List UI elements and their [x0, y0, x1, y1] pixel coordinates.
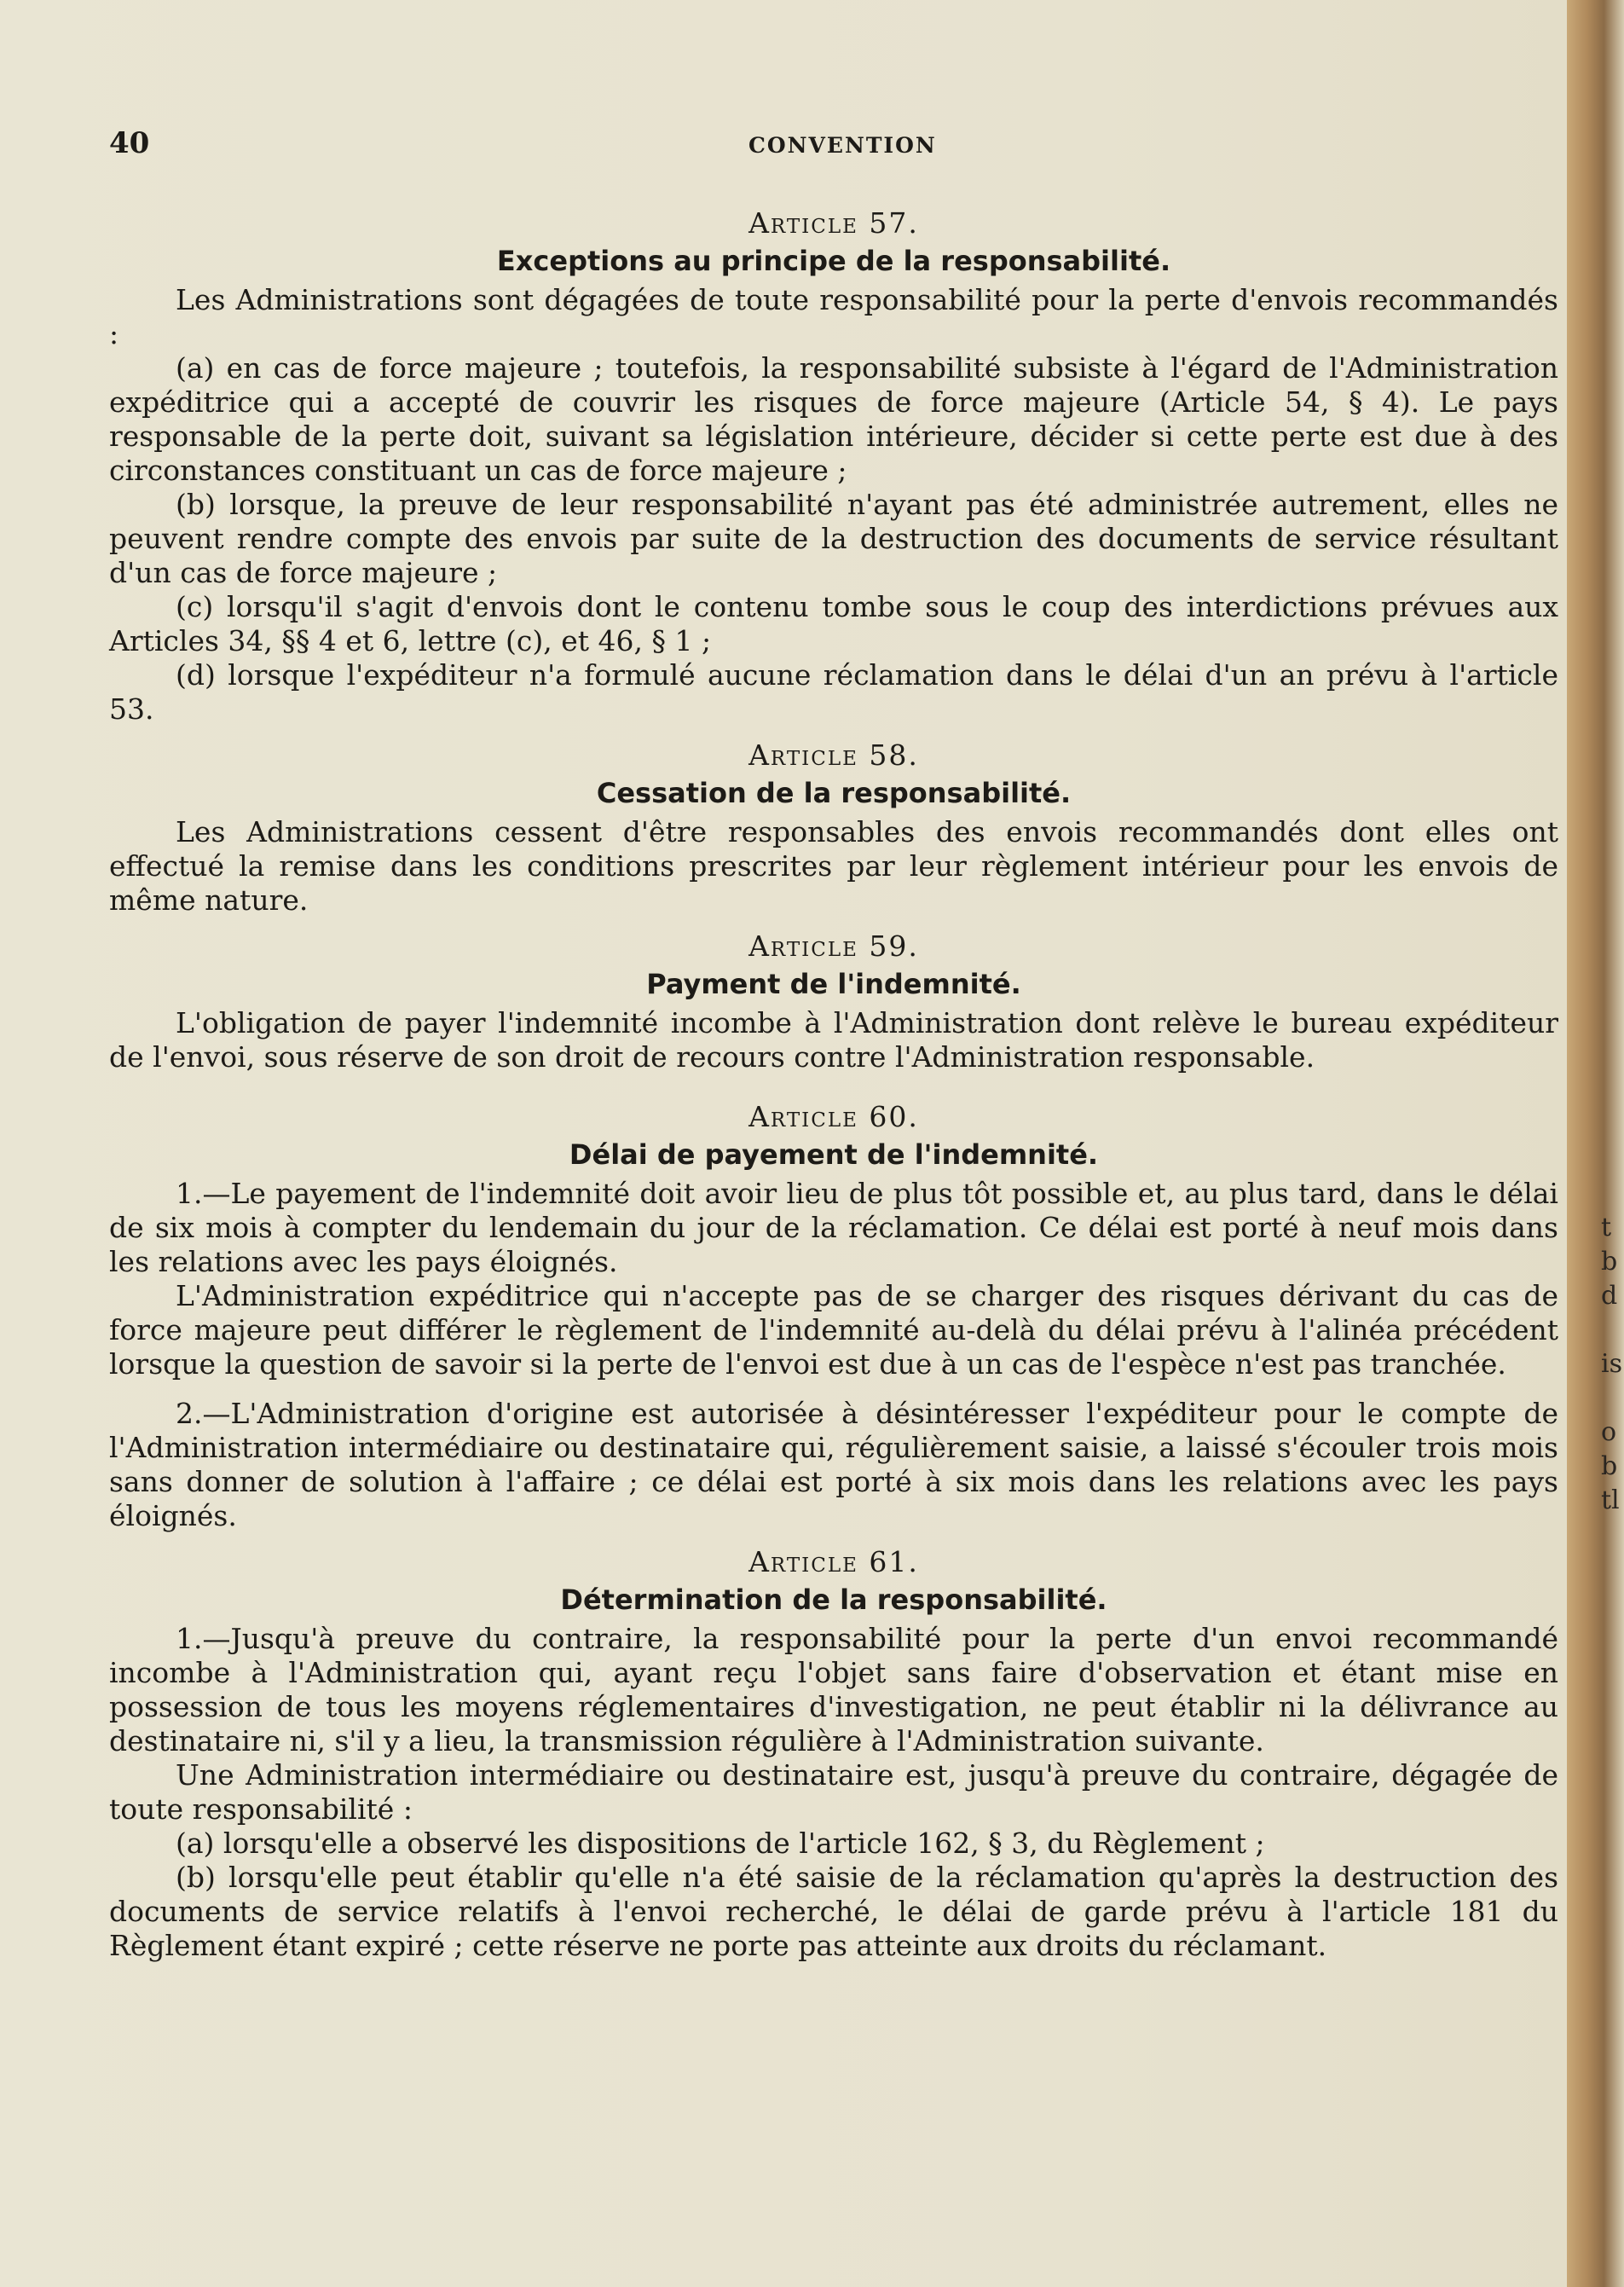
paragraph: Les Administrations sont dégagées de toute responsabilité pour la perte d'envois recommandés : — [109, 283, 1558, 350]
article-61 — [109, 1545, 1558, 1963]
page-number: 40 — [109, 126, 150, 160]
fragment — [1601, 1313, 1624, 1347]
article-title: Cessation de la responsabilité. — [596, 777, 1072, 809]
fragment: o — [1601, 1417, 1617, 1447]
fragment: b — [1601, 1451, 1618, 1481]
paragraph: 1.—Jusqu'à preuve du contraire, la responsabilité pour la perte d'un envoi recommandé incombe à l'Administration qui, ayant reçu l'objet sans faire d'observation et étant mise en possession de tous les moyens réglementaires d'investigation, ne peut établir ni la délivrance au destinataire ni, s'il y a lieu, la transmission régulière à l'Administration suivante. — [109, 1622, 1558, 1757]
paragraph: (d) lorsque l'expéditeur n'a formulé aucune réclamation dans le délai d'un an prévu à l'article 53. — [109, 658, 1558, 726]
paragraph: Les Administrations cessent d'être responsables des envois recommandés dont elles ont effectué la remise dans les conditions prescrites par leur règlement intérieur pour les envois de même nature. — [109, 815, 1558, 917]
facing-page-fragments — [1601, 1211, 1624, 1518]
paragraph: L'Administration expéditrice qui n'accepte pas de se charger des risques dérivant du cas de force majeure peut différer le règlement de l'indemnité au-delà du délai prévu à l'alinéa précédent lorsque la question de savoir si la perte de l'envoi est due à un cas de l'espèce n'est pas tranchée. — [109, 1279, 1558, 1381]
fragment: b — [1601, 1247, 1618, 1277]
paragraph: (a) lorsqu'elle a observé les dispositions de l'article 162, § 3, du Règlement ; — [176, 1827, 1265, 1860]
article-heading: Article 61. — [748, 1545, 919, 1578]
article-title: Détermination de la responsabilité. — [560, 1584, 1107, 1616]
running-head — [109, 126, 1567, 169]
paragraph: (b) lorsque, la preuve de leur responsabilité n'ayant pas été administrée autrement, elles ne peuvent rendre compte des envois par suite de la destruction des documents de service résultant d'un cas de force majeure ; — [109, 488, 1558, 589]
article-59 — [109, 929, 1558, 1074]
article-heading: Article 57. — [748, 206, 919, 240]
paragraph: 1.—Le payement de l'indemnité doit avoir lieu de plus tôt possible et, au plus tard, dans le délai de six mois à compter du lendemain du jour de la réclamation. Ce délai est porté à neuf mois dans les relations avec les pays éloignés. — [109, 1177, 1558, 1278]
article-57 — [109, 206, 1558, 727]
fragment: d — [1601, 1281, 1618, 1311]
fragment: t — [1601, 1213, 1612, 1242]
running-title: CONVENTION — [748, 133, 937, 158]
article-title: Payment de l'indemnité. — [646, 968, 1021, 1000]
fragment: tl — [1601, 1485, 1620, 1515]
fragment — [1601, 1381, 1624, 1416]
fragment: is — [1601, 1349, 1622, 1379]
article-heading: Article 59. — [748, 929, 919, 963]
article-title: Délai de payement de l'indemnité. — [569, 1138, 1099, 1171]
paragraph: (a) en cas de force majeure ; toutefois, la responsabilité subsiste à l'égard de l'Administration expéditrice qui a accepté de couvrir les risques de force majeure (Article 54, § 4). Le pays responsable de la perte doit, suivant sa législation intérieure, décider si cette perte est due à des circonstances constituant un cas de force majeure ; — [109, 351, 1558, 487]
paragraph: L'obligation de payer l'indemnité incombe à l'Administration dont relève le bureau expéditeur de l'envoi, sous réserve de son droit de recours contre l'Administration responsable. — [109, 1006, 1558, 1074]
book-gutter — [1567, 0, 1624, 2287]
document-body — [109, 194, 1558, 1975]
paragraph: Une Administration intermédiaire ou destinataire est, jusqu'à preuve du contraire, dégagée de toute responsabilité : — [109, 1758, 1558, 1826]
article-60 — [109, 1100, 1558, 1533]
paragraph: 2.—L'Administration d'origine est autorisée à désintéresser l'expéditeur pour le compte de l'Administration intermédiaire ou destinataire qui, régulièrement saisie, a laissé s'écouler trois mois sans donner de solution à l'affaire ; ce délai est porté à six mois dans les relations avec les pays éloignés. — [109, 1397, 1558, 1532]
paragraph: (b) lorsqu'elle peut établir qu'elle n'a été saisie de la réclamation qu'après la destruction des documents de service relatifs à l'envoi recherché, le délai de garde prévu à l'article 181 du Règlement étant expiré ; cette réserve ne porte pas atteinte aux droits du réclamant. — [109, 1861, 1558, 1962]
article-title: Exceptions au principe de la responsabilité. — [496, 245, 1171, 277]
paragraph: (c) lorsqu'il s'agit d'envois dont le contenu tombe sous le coup des interdictions prévues aux Articles 34, §§ 4 et 6, lettre (c), et 46, § 1 ; — [109, 590, 1558, 657]
article-heading: Article 60. — [748, 1100, 919, 1133]
article-58 — [109, 738, 1558, 918]
article-heading: Article 58. — [748, 738, 919, 772]
